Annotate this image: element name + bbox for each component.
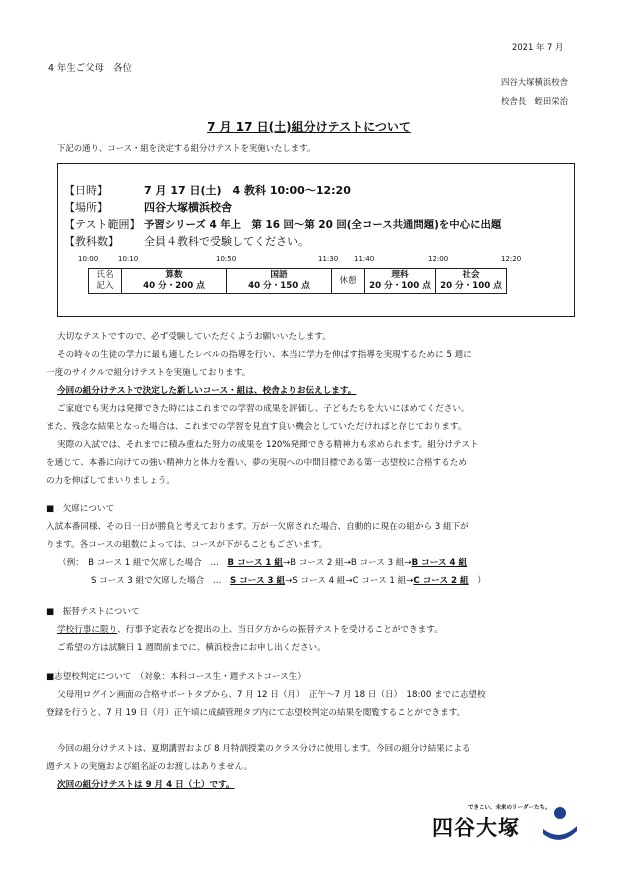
body-line: の力を伸ばしてまいりましょう。 (46, 476, 175, 486)
body-line: 一度のサイクルで組分けテストを実施しております。 (46, 368, 251, 378)
addressee: 4 年生ご父母 各位 (48, 63, 132, 74)
cell-line: 40 分・150 点 (248, 281, 310, 291)
time-tick: 11:40 (354, 255, 375, 263)
cell-line: 休憩 (339, 275, 357, 286)
absence-example-2 (46, 572, 586, 590)
body-line (46, 621, 586, 639)
next-test-notice: 次回の組分けテストは 9 月 4 日（土）です。 (57, 780, 235, 790)
logo-tagline: できこい、未来のリーダーたち。 (468, 805, 551, 811)
section-heading: ■志望校判定について （対象：本科コース生・週テストコース生） (46, 672, 306, 682)
cell-line: 社会 (462, 270, 480, 280)
info-subjects-label: 【教科数】 (64, 235, 119, 248)
info-subjects (64, 235, 309, 249)
body-line: 大切なテストですので、必ず受験していただくようお願いいたします。 (57, 332, 331, 342)
cell-line: 氏名 (96, 270, 114, 280)
underlined-text: 学校行事に限り (57, 625, 118, 635)
example-course: B コース 4 組 (411, 558, 468, 568)
body-text-span: 、行事予定表などを提出の上、当日夕方からの振替テストを受けることができます。 (117, 625, 443, 635)
time-tick: 10:10 (118, 255, 139, 263)
body-line: を通じて、本番に向けての強い精神力と体力を養い、夢の実現への中間目標である第一志望校に合格するため (46, 458, 467, 468)
logo-name: 四谷大塚 (432, 816, 520, 840)
absence-example-1 (46, 554, 586, 572)
cell-line: 国語 (270, 270, 288, 280)
cell-line: 算数 (165, 270, 183, 280)
info-place-label: 【場所】 (64, 201, 108, 214)
cell-line: 記入 (96, 281, 114, 291)
example-text: S コース 3 組で欠席した場合 … (91, 576, 231, 586)
schedule-table (88, 268, 507, 294)
cell-line: 20 分・100 点 (440, 281, 502, 291)
time-tick: 10:50 (216, 255, 237, 263)
cell-line: 20 分・100 点 (369, 281, 431, 291)
schedule-row (89, 269, 507, 294)
page-title (0, 118, 618, 135)
body-line: 父母用ログイン画面の合格サポートタブから、7 月 12 日（月） 正午〜7 月 18 日（日） 18:00 までに志望校 (57, 690, 486, 700)
school-name: 四谷大塚横浜校舎 (501, 77, 568, 87)
schedule-cell-science (365, 269, 436, 294)
body-line: また、残念な結果となった場合は、これまでの学習を見直す良い機会としていただければと存じております。 (46, 422, 467, 432)
body-line-emphasis: 今回の組分けテストで決定した新しいコース・組は、校舎よりお伝えします。 (57, 386, 357, 396)
judgment-section (46, 668, 586, 722)
info-date-label: 【日時】 (64, 184, 108, 197)
body-line: 今回の組分けテストは、夏期講習および 8 月特訓授業のクラス分けに使用します。今回の組分け結果による (57, 744, 471, 754)
example-course: S コース 3 組 (230, 576, 286, 586)
principal-name: 校舎長 蛭田栄治 (501, 96, 568, 106)
schedule-cell-break (332, 269, 365, 294)
body-line: 実際の入試では、それまでに積み重ねた努力の成果を 120%発揮できる精神力も求められます。組分けテスト (57, 440, 479, 450)
example-course: B コース 1 組 (227, 558, 283, 568)
section-heading: ■ 振替テストについて (46, 607, 140, 617)
example-text: →S コース 4 組→C コース 1 組→ (285, 576, 414, 586)
cell-line: 理科 (391, 270, 409, 280)
section-heading: ■ 欠席について (46, 504, 115, 514)
cell-line: 40 分・200 点 (143, 281, 205, 291)
body-line: ご家庭でも実力は発揮できた時にはこれまでの学習の成果を評価し、子どもたちを大いにほめてください。 (57, 404, 470, 414)
schedule-cell-social (436, 269, 507, 294)
body-line: 週テストの実施および組名証のお渡しはありません。 (46, 762, 253, 772)
document-date: 2021 年 7 月 (512, 42, 564, 52)
body-line: ります。各コースの組数によっては、コースが下がることもございます。 (46, 540, 328, 550)
info-date (64, 184, 351, 198)
intro-text: 下記の通り、コース・組を決定する組分けテストを実施いたします。 (57, 143, 316, 153)
makeup-section (46, 603, 586, 657)
info-range-label: 【テスト範囲】 (64, 218, 141, 231)
body-line: 登録を行うと、7 月 19 日（月）正午頃に成績管理タブ内にて志望校判定の結果を閲覧することができます。 (46, 708, 466, 718)
example-text: →B コース 2 組→B コース 3 組→ (282, 558, 412, 568)
example-text: （例： B コース 1 組で欠席した場合 … (58, 558, 228, 568)
schedule-cell-japanese (227, 269, 332, 294)
body-text (46, 328, 586, 490)
info-subjects-value: 全員４教科で受験してください。 (144, 235, 309, 248)
info-place (64, 201, 232, 215)
absence-section (46, 500, 586, 590)
info-range-value: 予習シリーズ 4 年上 第 16 回〜第 20 回(全コース共通問題)を中心に出題 (144, 219, 502, 231)
schedule-cell-name (89, 269, 122, 294)
closing-section (46, 740, 586, 794)
page-title-text: 7 月 17 日(土)組分けテストについて (207, 120, 411, 134)
example-text: ） (468, 576, 486, 586)
body-line: その時々の生徒の学力に最も適したレベルの指導を行い、本当に学力を伸ばす指導を実現するために 5 週に (57, 350, 472, 360)
body-line: 入試本番同様、その日一日が勝負と考えております。万が一欠席された場合、自動的に現在の組から 3 組下が (46, 522, 469, 532)
info-range (64, 218, 501, 232)
time-tick: 11:30 (318, 255, 339, 263)
time-tick: 12:00 (428, 255, 449, 263)
example-course: C コース 2 組 (413, 576, 469, 586)
info-place-value: 四谷大塚横浜校舎 (144, 201, 232, 214)
time-tick: 12:20 (501, 255, 522, 263)
time-tick: 10:00 (78, 255, 99, 263)
body-line: ご希望の方は試験日 1 週間前までに、横浜校舎にお申し出ください。 (57, 643, 326, 653)
info-date-value: 7 月 17 日(土) 4 教科 10:00〜12:20 (144, 184, 351, 197)
schedule-cell-math (122, 269, 227, 294)
logo-mark-icon (540, 804, 580, 842)
